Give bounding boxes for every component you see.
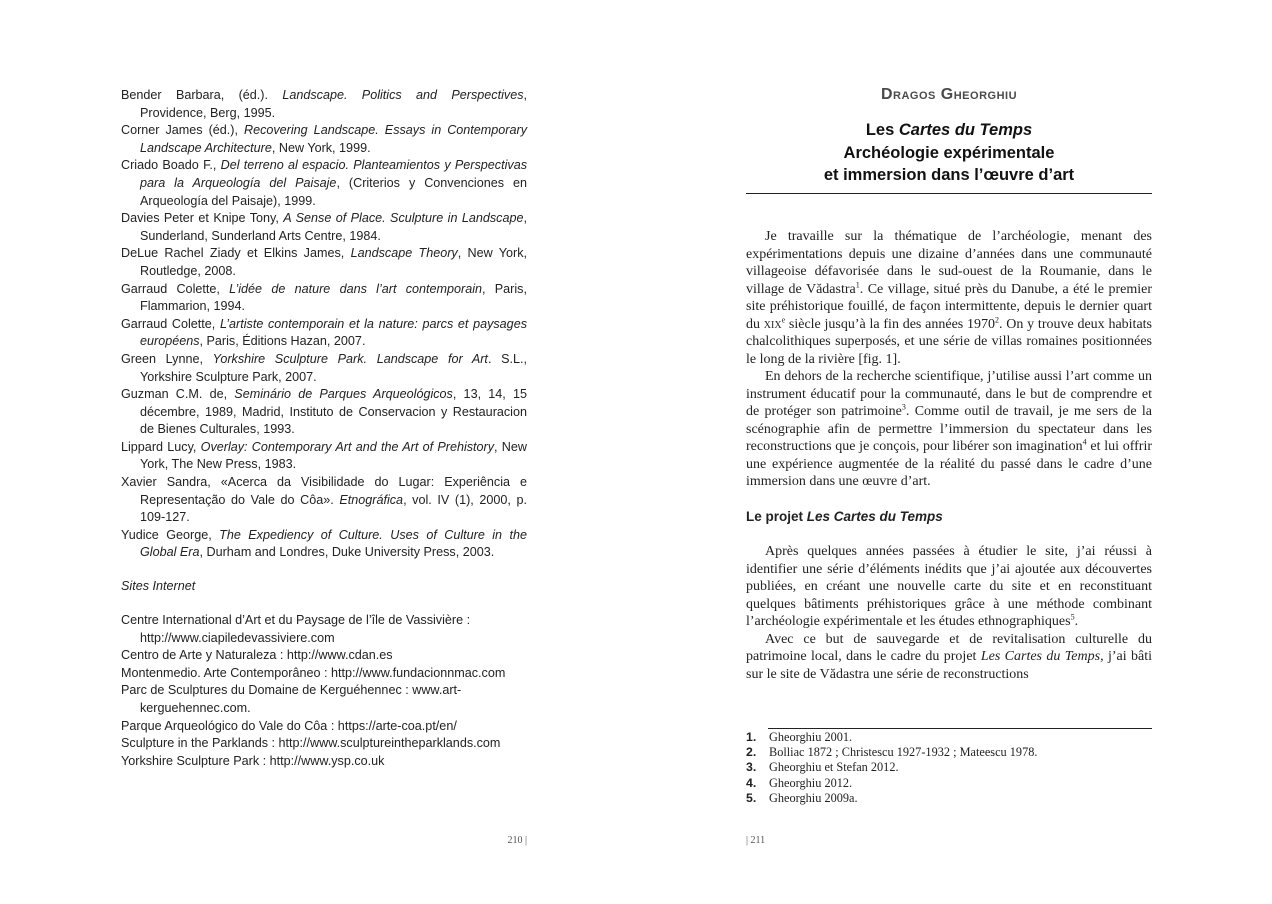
footnote: 4. Gheorghiu 2012. xyxy=(746,775,853,790)
site-entry: Parque Arqueológico do Vale do Côa : https://arte-coa.pt/en/ xyxy=(121,718,457,733)
bib-entry: Criado Boado F., Del terreno al espacio. Planteamientos y Perspectivas para la Arqueología del Paisaje, (Criterios y Convenciones en Arqueología del Paisaje), 1999. xyxy=(121,158,527,208)
paragraph-3: Après quelques années passées à étudier le site, j’ai réussi à identifier une série d’éléments inédits que j’ai ajoutée aux découvertes publiées, en créant une nouvelle carte du site et en reconstituant quelques bâtiments préhistoriques grâce à une méthode combinant l’archéologie expérimentale et les études ethnographiques$^5$. xyxy=(746,544,1152,629)
footnote: 1. Gheorghiu 2001. xyxy=(746,730,853,744)
footnotes xyxy=(746,730,1152,806)
bib-entry: Lippard Lucy, Overlay: Contemporary Art and the Art of Prehistory, New York, The New Press, 1983. xyxy=(121,439,527,472)
page-number-left: 210 | xyxy=(507,835,527,846)
footnote: 3. Gheorghiu et Stefan 2012. xyxy=(746,760,899,775)
title-line-3: et immersion dans l’œuvre d’art xyxy=(823,166,1075,184)
right-page xyxy=(746,0,1152,904)
paragraph-2: En dehors de la recherche scientifique, j’utilise aussi l’art comme un instrument éducatif pour la communauté, dans le but de comprendre et de protéger son patrimoine$^3$. Comme outil de travail, je me sers de la scénographie afin de permettre l’immersion du spectateur dans les reconstructions que je conçois, pour libérer son imagination$^4$ et lui offrir une expérience augmentée de la réalité du passé dans le cadre d’une immersion dans une œuvre d’art. xyxy=(746,369,1153,489)
bib-entry: Corner James (éd.), Recovering Landscape. Essays in Contemporary Landscape Architecture, New York, 1999. xyxy=(121,123,527,155)
paragraph-4: Avec ce but de sauvegarde et de revitalisation culturelle du patrimoine local, dans le cadre du projet Les Cartes du Temps, j’ai bâti sur le site de Vădastra une série de reconstructions xyxy=(746,631,1152,682)
footnote: 2. Bolliac 1872 ; Christescu 1927-1932 ; Mateescu 1978. xyxy=(746,745,1038,760)
bib-entry: DeLue Rachel Ziady et Elkins James, Landscape Theory, New York, Routledge, 2008. xyxy=(121,246,527,278)
bib-entry: Xavier Sandra, «Acerca da Visibilidade do Lugar: Experiência e Representação do Vale do Côa». Etnográfica, vol. IV (1), 2000, p. 109-127. xyxy=(121,475,527,525)
figure-reference: [fig. 1] xyxy=(858,351,898,367)
site-entry: Centro de Arte y Naturaleza : http://www.cdan.es xyxy=(121,648,393,663)
title-line-1: Les Cartes du Temps xyxy=(865,121,1033,139)
article-title xyxy=(746,119,1152,187)
paragraph-1: Je travaille sur la thématique de l’archéologie, menant des expérimentations depuis une dizaine d’années dans une communauté villageoise défavorisée dans le sud-ouest de la Roumanie, dans le village de Vădastra$^1$. Ce village, situé près du Danube, a été le premier site préhistorique fouillé, de façon intermittente, depuis le dernier quart du xix$^e$ siècle jusqu’à la fin des années 1970$^2$. On y trouve deux habitats chalcolithiques superposés, et une série de villas romaines positionnées le long de la rivière [fig. 1]. xyxy=(746,229,1153,367)
left-page xyxy=(121,0,527,904)
section-text xyxy=(746,543,1152,683)
bib-entry: Green Lynne, Yorkshire Sculpture Park. Landscape for Art. S.L., Yorkshire Sculpture Park, 2007. xyxy=(121,351,527,384)
section-heading: Le projet Les Cartes du Temps xyxy=(746,509,943,524)
bib-entry: Garraud Colette, L’artiste contemporain et la nature: parcs et paysages européens, Paris, Éditions Hazan, 2007. xyxy=(121,316,527,349)
title-line-2: Archéologie expérimentale xyxy=(843,143,1055,162)
sites-heading: Sites Internet xyxy=(121,579,196,593)
bib-entry: Yudice George, The Expediency of Culture. Uses of Culture in the Global Era, Durham and Londres, Duke University Press, 2003. xyxy=(121,527,527,560)
page-number-right: | 211 xyxy=(746,835,766,846)
site-entry: Montenmedio. Arte Contemporâneo : http://www.fundacionnmac.com xyxy=(121,665,506,680)
bibliography-list xyxy=(121,87,527,562)
sites-list xyxy=(121,612,527,770)
title-divider xyxy=(746,193,1152,194)
site-entry: Sculpture in the Parklands : http://www.sculptureintheparklands.com xyxy=(121,736,501,751)
site-entry: Parc de Sculptures du Domaine de Kerguéhennec : www.art-kerguehennec.com. xyxy=(121,683,462,715)
bib-entry: Bender Barbara, (éd.). Landscape. Politics and Perspectives, Providence, Berg, 1995. xyxy=(121,88,527,120)
bib-entry: Garraud Colette, L’idée de nature dans l’art contemporain, Paris, Flammarion, 1994. xyxy=(121,281,527,314)
footnote: 5. Gheorghiu 2009a. xyxy=(746,790,858,805)
site-entry: Centre International d’Art et du Paysage de l’île de Vassivière : http://www.ciapiledevassiviere.com xyxy=(121,613,471,645)
site-entry: Yorkshire Sculpture Park : http://www.ysp.co.uk xyxy=(121,753,385,768)
author-name: Dragos Gheorghiu xyxy=(880,86,1018,103)
footnote-divider xyxy=(768,728,1152,729)
bib-entry: Davies Peter et Knipe Tony, A Sense of Place. Sculpture in Landscape, Sunderland, Sunderland Arts Centre, 1984. xyxy=(121,211,527,243)
intro-text xyxy=(746,228,1152,491)
bib-entry: Guzman C.M. de, Seminário de Parques Arqueológicos, 13, 14, 15 décembre, 1989, Madrid, Instituto de Conservacion y Restauracion de Bienes Culturales, 1993. xyxy=(121,387,527,437)
